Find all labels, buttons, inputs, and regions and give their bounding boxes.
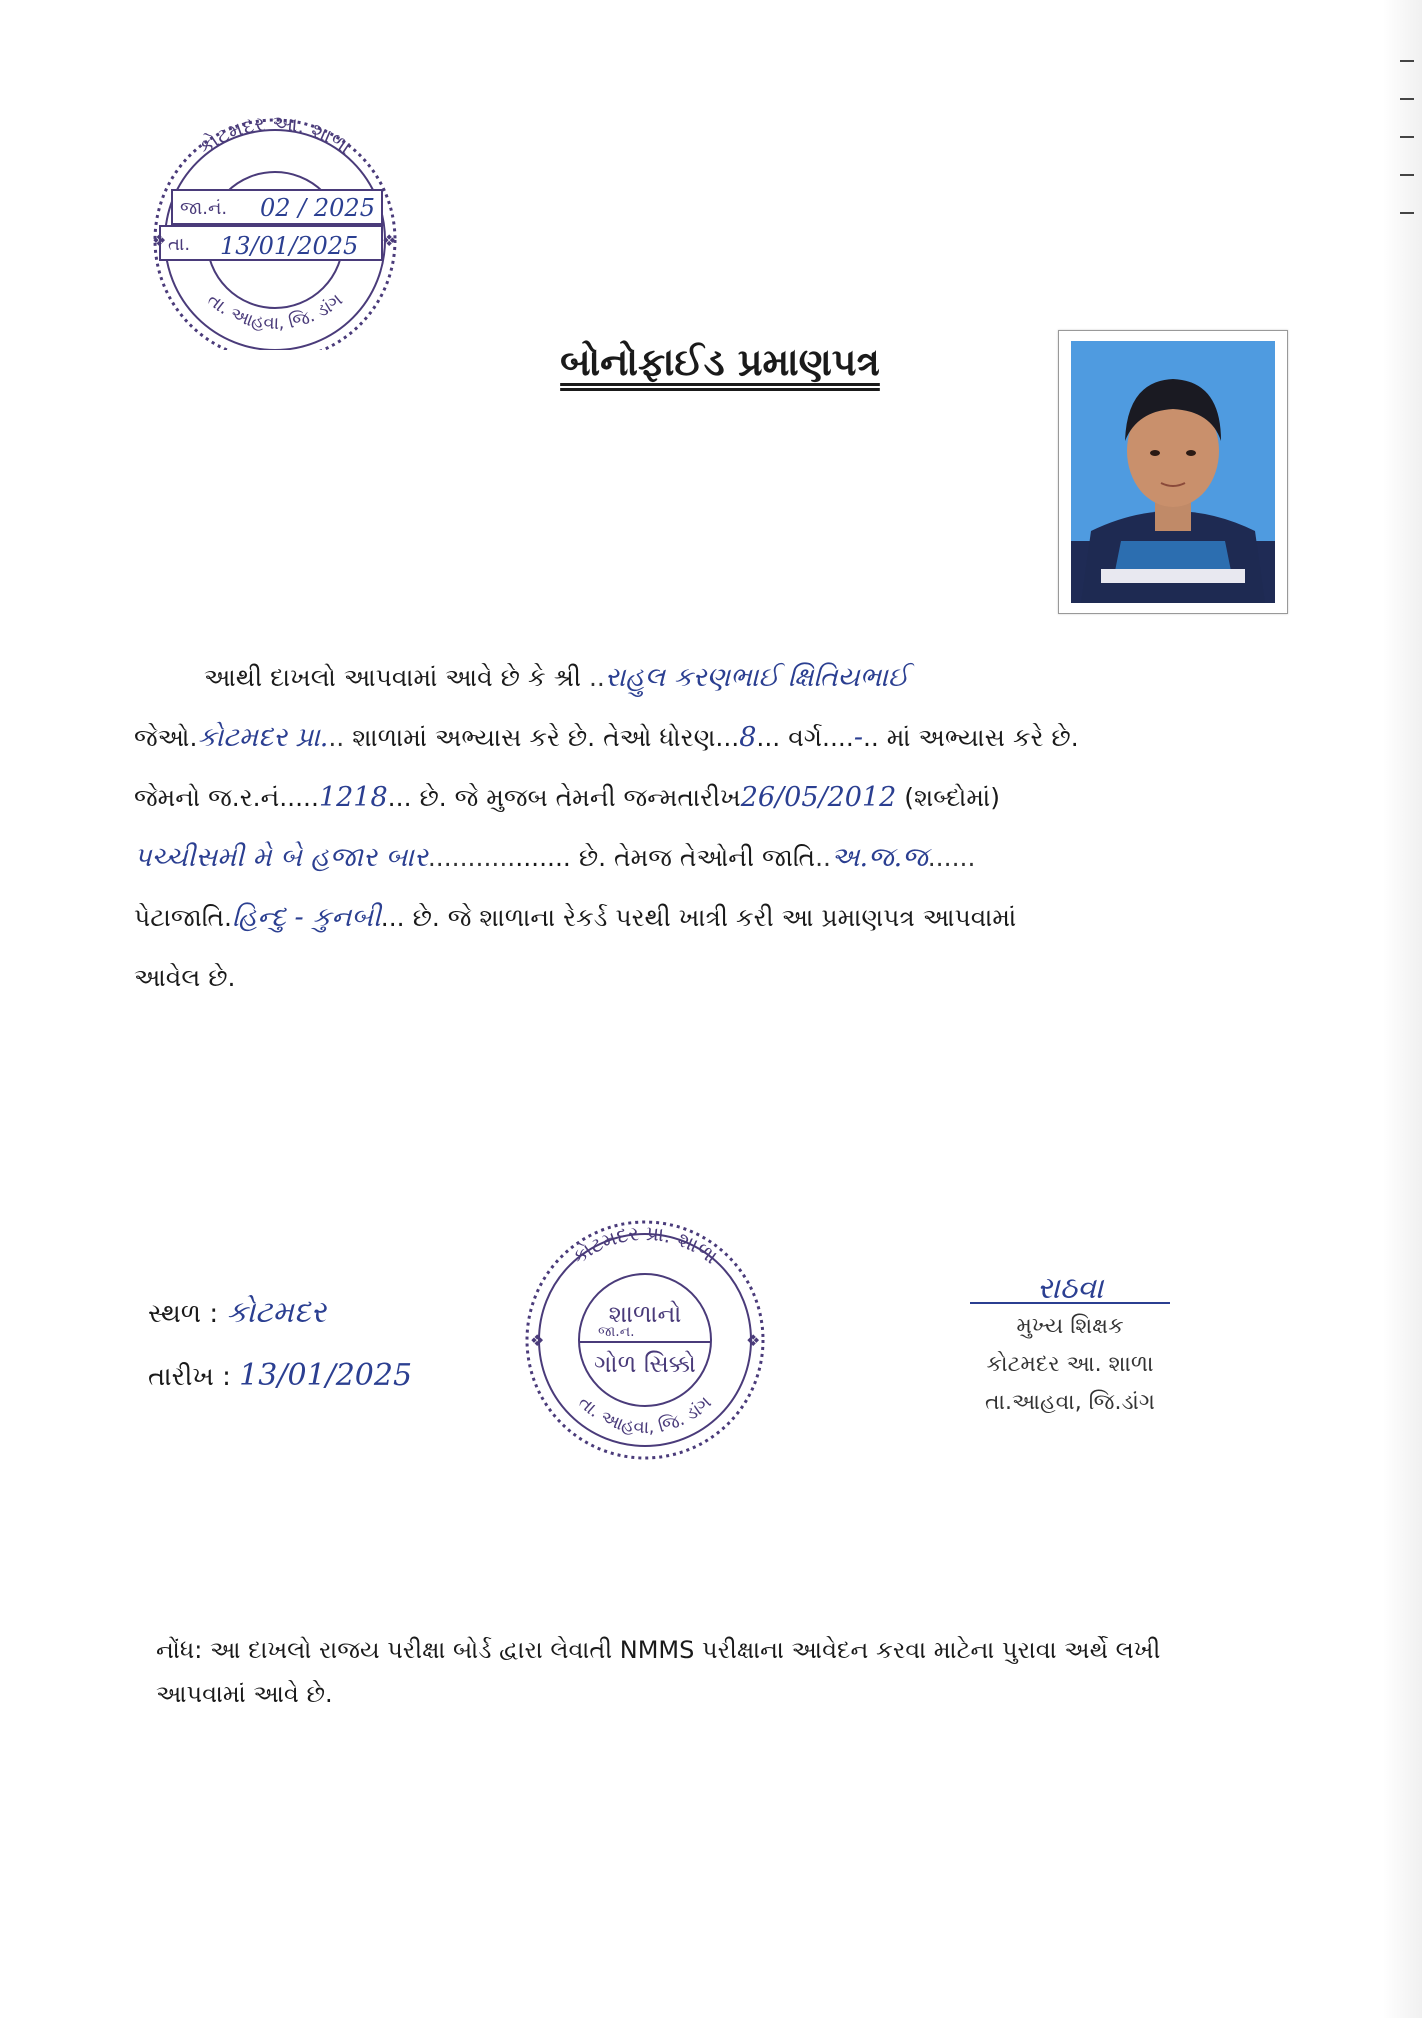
line4-mid: ....... છે. તેમજ તેઓની જાતિ <box>515 843 816 872</box>
svg-text:❖: ❖ <box>746 1331 761 1350</box>
student-name: રાહુલ કરણભાઈ ક્ષિતિયભાઈ <box>604 662 909 693</box>
line3-mid: ... છે. જે મુજબ તેમની જન્મતારીખ <box>387 783 741 812</box>
place-date-block <box>148 1282 412 1408</box>
svg-text:❖: ❖ <box>530 1331 545 1350</box>
signatory-address: તા.આહવા, જિ.ડાંગ <box>985 1390 1155 1415</box>
svg-text:કોટમદર પ્રા. શાળા <box>568 1221 723 1269</box>
certificate-title: બોનોફાઈડ પ્રમાણપત્ર <box>560 340 880 384</box>
stamp-ring-text: કોટમદર આ. શાળા <box>193 110 357 159</box>
svg-text:તા. આહવા, જિ. ડાંગ <box>203 289 347 334</box>
standard: 8 <box>739 722 757 753</box>
body-line-5 <box>134 888 1016 948</box>
stamp-date-label: તા. <box>168 234 191 255</box>
svg-text:કોટમદર આ. શાળા <box>194 110 356 159</box>
line2-suffix: .. માં અભ્યાસ કરે છે. <box>862 723 1079 752</box>
place-value: કોટમદર <box>226 1295 326 1330</box>
signature: રાઠવા <box>1036 1271 1104 1306</box>
margin-marks <box>1394 60 1416 250</box>
line3-suffix: (શબ્દોમાં) <box>904 783 1000 812</box>
seal-bottom-text: તા. આહવા, જિ. ડાંગ <box>574 1392 716 1439</box>
birth-date-words: પચ્ચીસમી મે બે હજાર બાર <box>134 842 428 873</box>
inward-label: જા.નં. <box>180 198 228 219</box>
line3-prefix: જેમનો જ.ર.નં..... <box>134 783 319 812</box>
headmaster-signature-block <box>920 1270 1220 1422</box>
place-row <box>148 1282 412 1345</box>
line2-mid2: ... વર્ગ.... <box>756 723 854 752</box>
date-row <box>148 1345 412 1408</box>
line5-suffix: ... છે. જે શાળાના રેકર્ડ પરથી ખાત્રી કરી આ પ્રમાણપત્ર આપવામાં <box>380 903 1017 932</box>
stamp-date-value: 13/01/2025 <box>220 232 359 260</box>
subcaste: હિન્દુ - કુનબી <box>231 902 381 933</box>
signatory-school: કોટમદર આ. શાળા <box>986 1352 1154 1377</box>
line1-prefix: આથી દાખલો આપવામાં આવે છે કે શ્રી <box>204 663 581 692</box>
signatory-title: મુખ્ય શિક્ષક <box>1016 1314 1124 1339</box>
stamp-bottom-text: તા. આહવા, જિ. ડાંગ <box>203 289 347 335</box>
body-line-2: જેઓ.કોટમદર પ્રા... શાળામાં અભ્યાસ કરે છે. તેઓ ધોરણ...8... વર્ગ....-.. માં અભ્યાસ કરે છે. <box>134 722 1079 753</box>
caste: અ.જ.જ <box>831 842 928 873</box>
body-line-1: આથી દાખલો આપવામાં આવે છે કે શ્રી ..રાહુલ કરણભાઈ ક્ષિતિયભાઈ <box>204 662 909 693</box>
svg-text:❖: ❖ <box>382 231 397 250</box>
seal-center-top: શાળાનો <box>608 1300 682 1328</box>
place-label: સ્થળ : <box>148 1299 219 1329</box>
school-seal <box>510 1210 780 1470</box>
page-edge-shadow <box>1382 0 1422 2018</box>
inward-number: 02 / 2025 <box>260 194 375 222</box>
body-line-3 <box>134 768 1000 828</box>
date-label: તારીખ : <box>148 1362 231 1392</box>
body-line-6: આવેલ છે. <box>134 963 236 992</box>
line2-prefix: જેઓ. <box>134 723 198 752</box>
seal-ring-text: કોટમદર પ્રા. શાળા <box>567 1220 723 1269</box>
svg-text:❖: ❖ <box>152 231 167 250</box>
footer-note: નોંધ: આ દાખલો રાજય પરીક્ષા બોર્ડ દ્વારા લેવાતી NMMS પરીક્ષાના આવેદન કરવા માટેના પુરાવા અર્થે લખી આપવામાં આવે છે. <box>156 1636 1161 1708</box>
seal-center-bottom: ગોળ સિક્કો <box>594 1350 696 1378</box>
division: - <box>853 722 863 753</box>
line2-mid: શાળામાં અભ્યાસ કરે છે. તેઓ ધોરણ... <box>352 723 740 752</box>
date-value: 13/01/2025 <box>239 1358 413 1393</box>
body-line-4: પચ્ચીસમી મે બે હજાર બાર.................. છે. તેમજ તેઓની જાતિ..અ.જ.જ...... <box>134 842 976 873</box>
student-photo <box>1058 330 1288 614</box>
gr-number: 1218 <box>318 782 388 813</box>
birth-date: 26/05/2012 <box>740 782 897 813</box>
inward-stamp <box>120 100 440 350</box>
svg-text:તા. આહવા, જિ. ડાંગ <box>574 1392 716 1438</box>
seal-center-small: જા.ન. <box>598 1324 635 1340</box>
line5-prefix: પેટાજાતિ. <box>134 903 232 932</box>
school-name: કોટમદર પ્રા. <box>197 722 329 753</box>
